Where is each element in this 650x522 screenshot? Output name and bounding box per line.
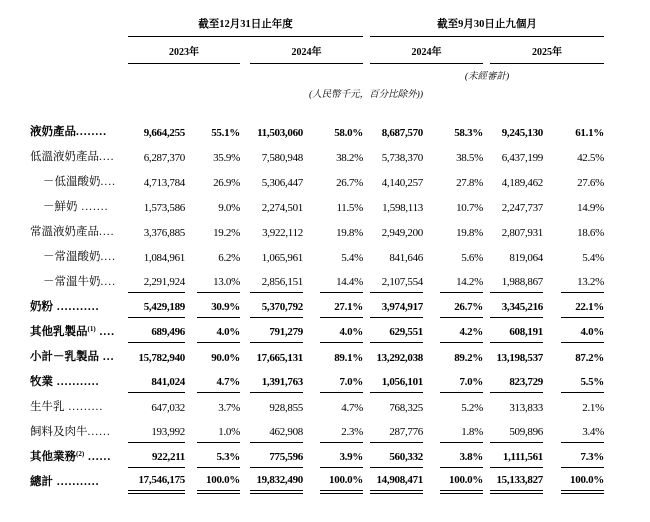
column-gap [423,292,440,317]
cell-amount: 287,776 [370,417,423,442]
column-gap [185,292,197,317]
cell-percent: 2.3% [320,417,363,442]
column-gap [363,37,370,64]
cell-percent: 14.9% [577,202,604,214]
column-gap [303,192,320,217]
column-gap [543,392,561,417]
cell-amount: 15,782,940 [138,352,185,364]
cell-amount: 2,807,931 [501,227,543,239]
column-gap [483,267,490,292]
year-2024fy-header: 2024年 [250,37,363,64]
column-gap [363,267,370,292]
column-gap [543,217,561,242]
row-label: 飼料及肉牛...... [30,426,111,438]
column-gap [543,267,561,292]
cell-percent: 89.1% [334,352,363,364]
cell-percent: 4.7% [341,402,363,414]
cell-amount: 768,325 [389,402,423,414]
cell-amount: 9,664,255 [143,127,185,139]
column-gap [303,167,320,192]
column-gap [303,142,320,167]
cell-amount: 3,922,112 [262,227,303,239]
column-gap [543,192,561,217]
column-gap [483,192,490,217]
cell-percent: 11.5% [336,202,363,214]
cell-amount: 4,140,257 [381,177,423,189]
column-gap [240,167,250,192]
table-row [30,292,604,317]
year-row [30,37,604,64]
cell-percent: 4.7% [197,367,240,392]
cell-amount: 841,646 [389,252,423,264]
column-gap [303,117,320,142]
cell-amount: 1,111,561 [490,442,543,467]
cell-amount: 14,908,471 [370,467,423,492]
cell-amount: 2,107,554 [370,267,423,292]
cell-percent: 4.2% [440,317,483,342]
column-gap [303,342,320,367]
cell-amount: 2,291,924 [128,267,185,292]
year-2024-9m-header: 2024年 [370,37,483,64]
column-gap [543,417,561,442]
column-gap [363,167,370,192]
column-gap [423,167,440,192]
cell-amount: 2,949,200 [381,227,423,239]
cell-amount: 1,065,961 [261,252,303,264]
cell-amount: 6,287,370 [143,152,185,164]
cell-amount: 11,503,060 [257,127,303,139]
row-label: 常溫液奶產品.... [30,226,115,238]
cell-percent: 14.4% [320,267,363,292]
column-gap [543,367,561,392]
column-gap [303,417,320,442]
cell-percent: 38.5% [456,152,483,164]
column-gap [483,392,490,417]
column-gap [240,442,250,467]
year-2023-header: 2023年 [128,37,240,64]
column-gap [185,367,197,392]
cell-amount: 647,032 [151,402,185,414]
period-fy-header: 截至12月31日止年度 [128,14,363,37]
column-gap [240,367,250,392]
cell-percent: 26.9% [213,177,240,189]
column-gap [185,217,197,242]
row-label: －常溫酸奶.... [43,251,116,263]
cell-amount: 1,391,763 [250,367,303,392]
column-gap [363,342,370,367]
header-spacer [30,83,128,117]
column-gap [185,142,197,167]
cell-amount: 193,992 [128,417,185,442]
column-gap [303,317,320,342]
row-label: 其他業務$^{(2)}$ ...... [30,450,112,463]
cell-percent: 5.5% [561,367,604,392]
unaudited-row [30,64,604,84]
column-gap [483,317,490,342]
cell-percent: 7.0% [320,367,363,392]
cell-percent: 1.0% [197,417,240,442]
cell-amount: 5,738,370 [381,152,423,164]
column-gap [543,242,561,267]
table-row [30,467,604,492]
cell-amount: 823,729 [490,367,543,392]
cell-percent: 89.2% [454,352,483,364]
cell-amount: 1,084,961 [143,252,185,264]
cell-percent: 5.4% [582,252,604,264]
column-gap [423,192,440,217]
cell-amount: 5,370,792 [250,292,303,317]
row-label: 生牛乳 ......... [30,401,104,413]
table-row [30,392,604,417]
row-label: 其他乳製品$^{(1)}$ .... [30,325,116,338]
row-label: －低溫酸奶.... [43,176,116,188]
column-gap [240,142,250,167]
revenue-table [30,14,604,494]
column-gap [483,37,490,64]
column-gap [240,342,250,367]
cell-percent: 5.6% [461,252,483,264]
column-gap [185,467,197,492]
cell-percent: 22.1% [561,292,604,317]
column-gap [240,292,250,317]
column-gap [543,467,561,492]
table-row [30,317,604,342]
column-gap [423,142,440,167]
cell-percent: 3.8% [440,442,483,467]
column-gap [363,117,370,142]
table-body [30,117,604,492]
row-label: －鮮奶 ....... [43,201,109,213]
column-gap [303,367,320,392]
table-row [30,417,604,442]
cell-percent: 19.2% [213,227,240,239]
column-gap [185,317,197,342]
column-gap [303,442,320,467]
column-gap [303,467,320,492]
cell-percent: 10.7% [456,202,483,214]
column-gap [423,442,440,467]
cell-amount: 2,274,501 [261,202,303,214]
cell-amount: 689,496 [128,317,185,342]
cell-percent: 27.8% [456,177,483,189]
cell-amount: 1,056,101 [370,367,423,392]
row-label: 奶粉 ........... [30,301,100,313]
row-label: －常溫牛奶.... [43,276,116,288]
table-row [30,167,604,192]
column-gap [543,167,561,192]
cell-amount: 17,665,131 [256,352,303,364]
cell-amount: 19,832,490 [250,467,303,492]
cell-percent: 100.0% [440,467,483,492]
cell-amount: 13,198,537 [496,352,543,364]
column-gap [240,37,250,64]
column-gap [363,417,370,442]
units-note: (人民幣千元，百分比除外)) [309,90,423,100]
cell-percent: 13.2% [561,267,604,292]
row-label: 牧業 ........... [30,376,100,388]
cell-percent: 26.7% [440,292,483,317]
column-gap [303,392,320,417]
table-row [30,242,604,267]
cell-percent: 87.2% [575,352,604,364]
cell-amount: 13,292,038 [376,352,423,364]
column-gap [423,342,440,367]
table-row [30,192,604,217]
table-row [30,267,604,292]
column-gap [483,342,490,367]
cell-amount: 9,245,130 [501,127,543,139]
cell-percent: 19.8% [336,227,363,239]
column-gap [240,417,250,442]
cell-amount: 3,974,917 [370,292,423,317]
cell-amount: 629,551 [370,317,423,342]
year-2025-header: 2025年 [490,37,604,64]
cell-percent: 55.1% [211,127,240,139]
row-label: 低溫液奶產品.... [30,151,115,163]
cell-percent: 27.6% [577,177,604,189]
table-row [30,442,604,467]
column-gap [185,117,197,142]
column-gap [240,192,250,217]
row-label: 液奶產品........ [30,126,107,138]
column-gap [303,242,320,267]
column-gap [185,267,197,292]
column-gap [543,292,561,317]
column-gap [363,217,370,242]
table-row [30,117,604,142]
period-9m-header: 截至9月30日止九個月 [370,14,604,37]
column-gap [423,467,440,492]
column-gap [240,267,250,292]
cell-percent: 18.6% [577,227,604,239]
cell-amount: 313,833 [509,402,543,414]
cell-amount: 608,191 [490,317,543,342]
column-gap [483,442,490,467]
cell-amount: 922,211 [128,442,185,467]
cell-percent: 6.2% [218,252,240,264]
column-gap [303,267,320,292]
column-gap [483,117,490,142]
cell-amount: 5,429,189 [128,292,185,317]
column-gap [185,417,197,442]
cell-amount: 15,133,827 [490,467,543,492]
cell-percent: 58.3% [454,127,483,139]
cell-percent: 1.8% [440,417,483,442]
cell-amount: 791,279 [250,317,303,342]
cell-percent: 100.0% [561,467,604,492]
header-spacer [30,14,128,37]
cell-amount: 8,687,570 [381,127,423,139]
column-gap [303,217,320,242]
cell-percent: 14.2% [440,267,483,292]
cell-amount: 4,713,784 [143,177,185,189]
units-row [30,83,604,117]
cell-amount: 3,345,216 [490,292,543,317]
column-gap [543,342,561,367]
column-gap [543,442,561,467]
column-gap [240,467,250,492]
cell-percent: 3.7% [218,402,240,414]
row-label: 總計 ........... [30,476,100,488]
column-gap [303,292,320,317]
cell-percent: 42.5% [577,152,604,164]
column-gap [185,242,197,267]
column-gap [423,392,440,417]
column-gap [483,292,490,317]
cell-percent: 61.1% [575,127,604,139]
column-gap [363,442,370,467]
column-gap [483,417,490,442]
column-gap [363,192,370,217]
column-gap [483,242,490,267]
table-header [30,14,604,117]
column-gap [363,392,370,417]
column-gap [240,392,250,417]
cell-percent: 100.0% [320,467,363,492]
cell-percent: 90.0% [211,352,240,364]
cell-percent: 2.1% [582,402,604,414]
cell-amount: 928,855 [269,402,303,414]
cell-percent: 7.0% [440,367,483,392]
column-gap [363,142,370,167]
column-gap [543,117,561,142]
column-gap [423,317,440,342]
cell-amount: 4,189,462 [501,177,543,189]
unaudited-note: (未經審計) [464,72,510,82]
cell-percent: 27.1% [320,292,363,317]
column-gap [240,117,250,142]
cell-percent: 19.8% [456,227,483,239]
column-gap [185,192,197,217]
column-gap [363,242,370,267]
column-gap [423,417,440,442]
column-gap [543,317,561,342]
column-gap [185,342,197,367]
cell-amount: 819,064 [509,252,543,264]
column-gap [240,317,250,342]
cell-amount: 7,580,948 [261,152,303,164]
column-gap [185,167,197,192]
cell-percent: 100.0% [197,467,240,492]
cell-percent: 5.2% [461,402,483,414]
cell-percent: 58.0% [334,127,363,139]
cell-percent: 4.0% [197,317,240,342]
column-gap [423,117,440,142]
cell-amount: 6,437,199 [501,152,543,164]
column-gap [543,142,561,167]
column-gap [423,242,440,267]
cell-percent: 4.0% [320,317,363,342]
header-spacer [30,64,370,84]
cell-percent: 38.2% [336,152,363,164]
group-gap [363,14,370,37]
table-row [30,142,604,167]
cell-percent: 3.4% [561,417,604,442]
column-gap [423,217,440,242]
column-gap [423,367,440,392]
cell-amount: 509,896 [490,417,543,442]
cell-percent: 30.9% [197,292,240,317]
cell-amount: 5,306,447 [261,177,303,189]
cell-percent: 35.9% [213,152,240,164]
column-gap [483,217,490,242]
cell-amount: 1,988,867 [490,267,543,292]
row-label: 小計－乳製品 ... [30,351,115,363]
cell-amount: 2,856,151 [250,267,303,292]
cell-percent: 9.0% [218,202,240,214]
column-gap [483,467,490,492]
column-gap [483,367,490,392]
cell-amount: 3,376,885 [143,227,185,239]
table-row [30,342,604,367]
cell-percent: 13.0% [197,267,240,292]
cell-amount: 2,247,737 [501,202,543,214]
column-gap [240,217,250,242]
table-row [30,367,604,392]
period-group-row [30,14,604,37]
column-gap [363,467,370,492]
column-gap [363,367,370,392]
column-gap [423,267,440,292]
column-gap [363,292,370,317]
column-gap [483,142,490,167]
cell-amount: 17,546,175 [128,467,185,492]
cell-amount: 1,598,113 [382,202,423,214]
cell-percent: 7.3% [561,442,604,467]
column-gap [185,442,197,467]
column-gap [363,317,370,342]
cell-amount: 462,908 [250,417,303,442]
column-gap [185,392,197,417]
cell-percent: 4.0% [561,317,604,342]
cell-amount: 841,024 [128,367,185,392]
cell-amount: 1,573,586 [143,202,185,214]
header-spacer [30,37,128,64]
cell-amount: 775,596 [250,442,303,467]
cell-percent: 3.9% [320,442,363,467]
cell-percent: 26.7% [336,177,363,189]
cell-amount: 560,332 [370,442,423,467]
cell-percent: 5.4% [341,252,363,264]
table-row [30,217,604,242]
cell-percent: 5.3% [197,442,240,467]
column-gap [483,167,490,192]
column-gap [240,242,250,267]
